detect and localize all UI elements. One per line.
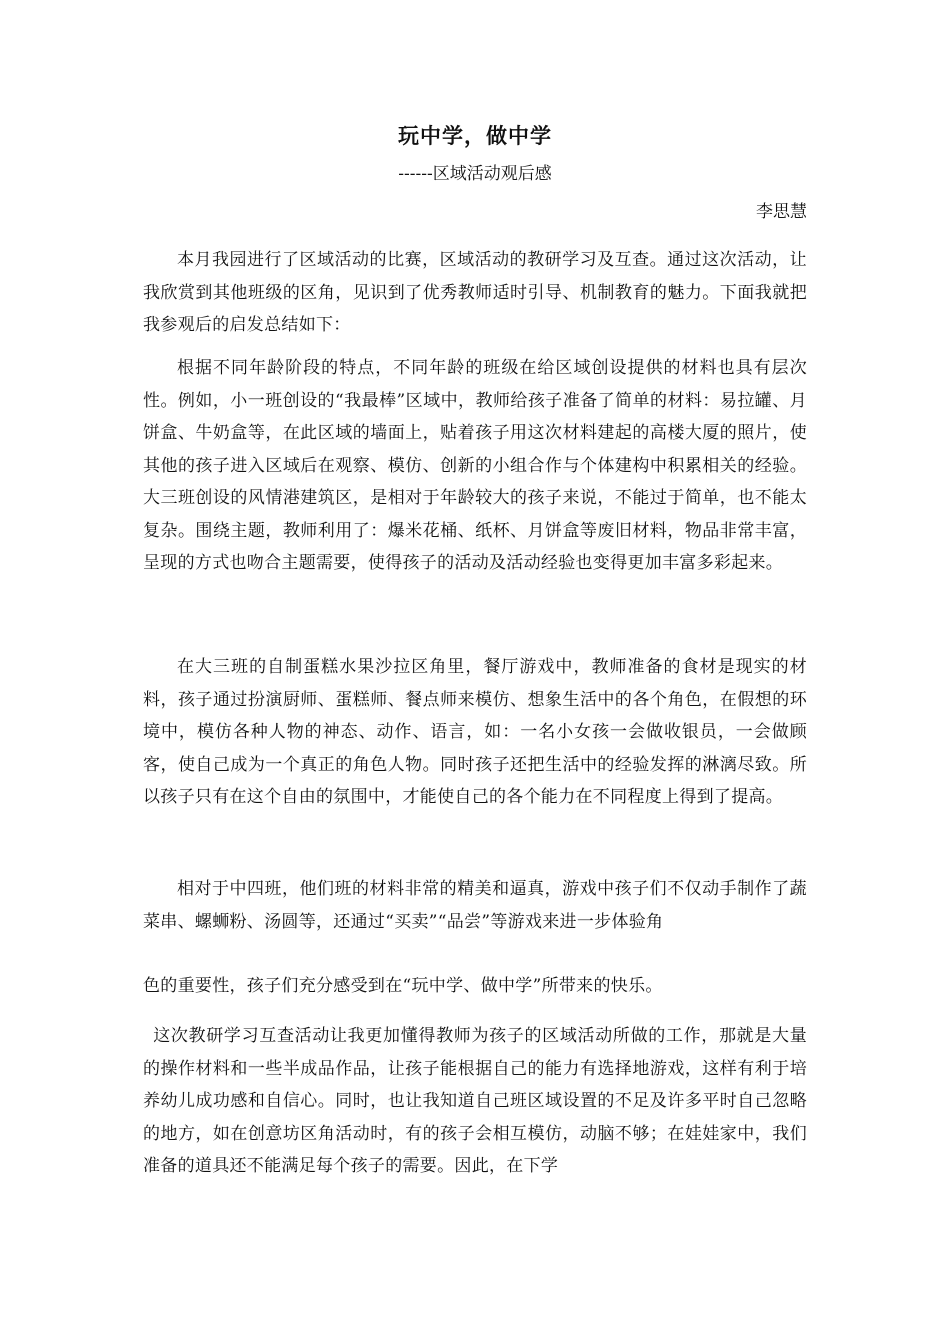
paragraph-middle-four-continued: 色的重要性，孩子们充分感受到在“玩中学、做中学”所带来的快乐。 xyxy=(143,976,663,996)
document-title: 玩中学，做中学 xyxy=(398,123,552,148)
paragraph-age-levels: 根据不同年龄阶段的特点，不同年龄的班级在给区域创设提供的材料也具有层次性。例如，小一班创设的“我最棒”区域中，教师给孩子准备了简单的材料：易拉罐、月饼盒、牛奶盒等，在此区域的墙面上，贴着孩子用这次材料建起的高楼大厦的照片，使其他的孩子进入区域后在观察、模仿、创新的小组合作与个体建构中积累相关的经验。大三班创设的风情港建筑区，是相对于年龄较大的孩子来说，不能过于简单，也不能太复杂。围绕主题，教师利用了：爆米花桶、纸杯、月饼盒等废旧材料，物品非常丰富，呈现的方式也吻合主题需要，使得孩子的活动及活动经验也变得更加丰富多彩起来。 xyxy=(143,358,807,573)
paragraph-reflection: 这次教研学习互查活动让我更加懂得教师为孩子的区域活动所做的工作，那就是大量的操作材料和一些半成品作品，让孩子能根据自己的能力有选择地游戏，这样有利于培养幼儿成功感和自信心。同时，也让我知道自己班区域设置的不足及许多平时自己忽略的地方，如在创意坊区角活动时，有的孩子会相互模仿，动脑不够；在娃娃家中，我们准备的道具还不能满足每个孩子的需要。因此，在下学 xyxy=(143,1026,807,1176)
paragraph-middle-four: 相对于中四班，他们班的材料非常的精美和逼真，游戏中孩子们不仅动手制作了蔬菜串、螺蛳粉、汤圆等，还通过“买卖”“品尝”等游戏来进一步体验角 xyxy=(143,879,807,932)
document-subtitle: ------区域活动观后感 xyxy=(398,164,552,184)
paragraph-intro: 本月我园进行了区域活动的比赛，区域活动的教研学习及互查。通过这次活动，让我欣赏到其他班级的区角，见识到了优秀教师适时引导、机制教育的魅力。下面我就把我参观后的启发总结如下： xyxy=(143,250,807,335)
paragraph-role-play: 在大三班的自制蛋糕水果沙拉区角里，餐厅游戏中，教师准备的食材是现实的材料，孩子通过扮演厨师、蛋糕师、餐点师来模仿、想象生活中的各个角色，在假想的环境中，模仿各种人物的神态、动作、语言，如：一名小女孩一会做收银员，一会做顾客，使自己成为一个真正的角色人物。同时孩子还把生活中的经验发挥的淋漓尽致。所以孩子只有在这个自由的氛围中，才能使自己的各个能力在不同程度上得到了提高。 xyxy=(143,657,807,807)
author-name: 李思慧 xyxy=(756,202,807,222)
